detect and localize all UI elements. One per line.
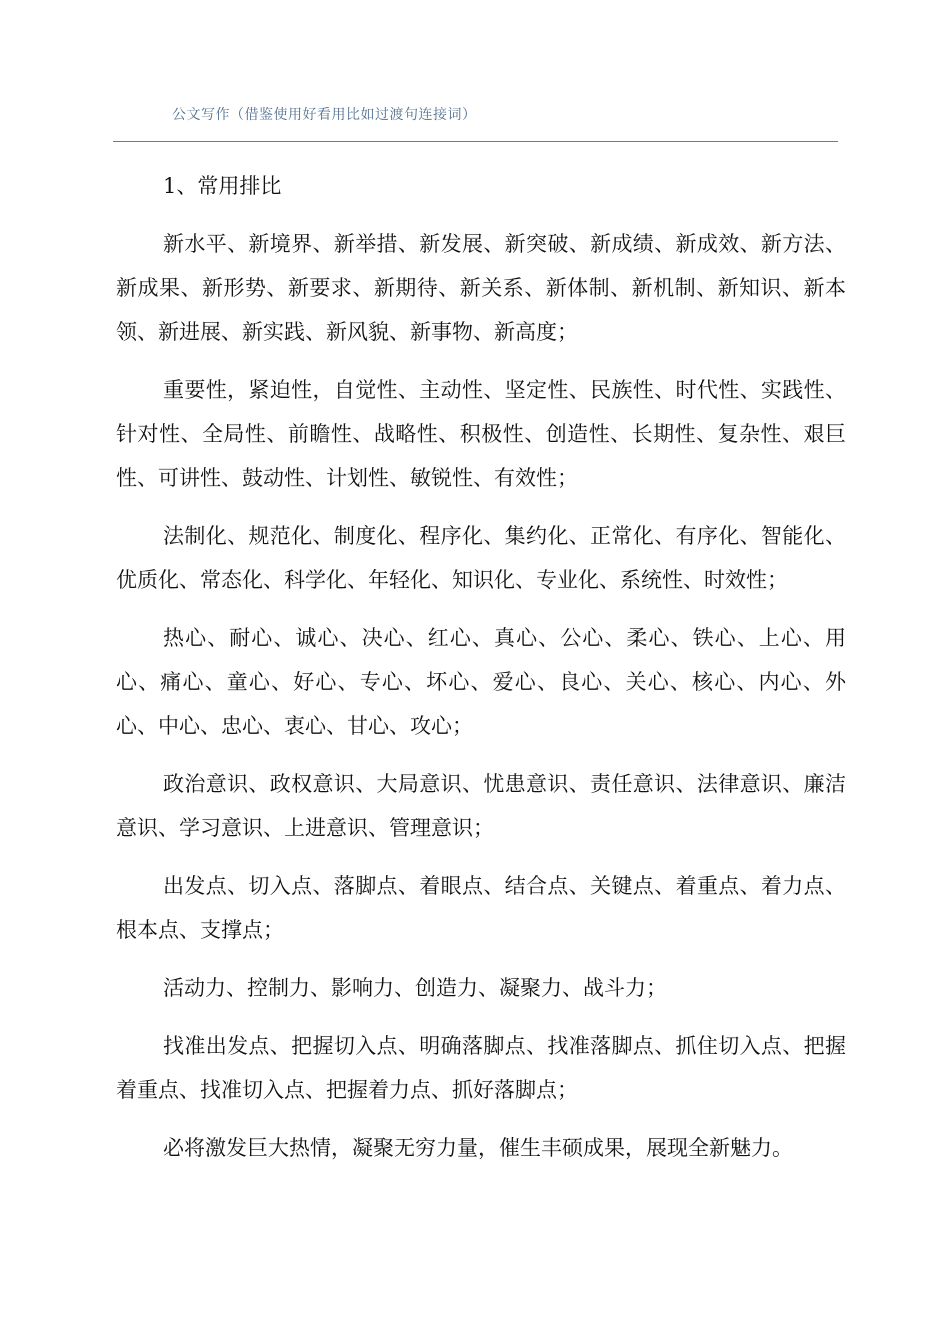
paragraph-action-series: 找准出发点、把握切入点、明确落脚点、找准落脚点、抓住切入点、把握着重点、找准切入点、把握着力点、抓好落脚点； — [116, 1034, 846, 1102]
running-header: 公文写作（借鉴使用好看用比如过渡句连接词） — [172, 107, 477, 123]
paragraph-xing-series: 重要性，紧迫性，自觉性、主动性、坚定性、民族性、时代性、实践性、针对性、全局性、前瞻性、战略性、积极性、创造性、长期性、复杂性、艰巨性、可讲性、鼓动性、计划性、敏锐性、有效性； — [116, 378, 846, 490]
document-body — [116, 164, 846, 1184]
header-divider — [113, 141, 838, 142]
section-heading: 1、常用排比 — [163, 174, 282, 198]
paragraph-hua-series: 法制化、规范化、制度化、程序化、集约化、正常化、有序化、智能化、优质化、常态化、科学化、年轻化、知识化、专业化、系统性、时效性； — [116, 524, 846, 592]
paragraph-new-series: 新水平、新境界、新举措、新发展、新突破、新成绩、新成效、新方法、新成果、新形势、新要求、新期待、新关系、新体制、新机制、新知识、新本领、新进展、新实践、新风貌、新事物、新高度； — [116, 232, 846, 344]
paragraph-xin-series: 热心、耐心、诚心、决心、红心、真心、公心、柔心、铁心、上心、用心、痛心、童心、好心、专心、坏心、爱心、良心、关心、核心、内心、外心、中心、忠心、衷心、甘心、攻心； — [116, 626, 846, 738]
paragraph-closing-sentence: 必将激发巨大热情，凝聚无穷力量，催生丰硕成果，展现全新魅力。 — [163, 1136, 793, 1160]
paragraph-point-series: 出发点、切入点、落脚点、着眼点、结合点、关键点、着重点、着力点、根本点、支撑点； — [116, 874, 846, 942]
paragraph-awareness-series: 政治意识、政权意识、大局意识、忧患意识、责任意识、法律意识、廉洁意识、学习意识、上进意识、管理意识； — [116, 772, 846, 840]
paragraph-power-series: 活动力、控制力、影响力、创造力、凝聚力、战斗力； — [163, 976, 667, 1000]
